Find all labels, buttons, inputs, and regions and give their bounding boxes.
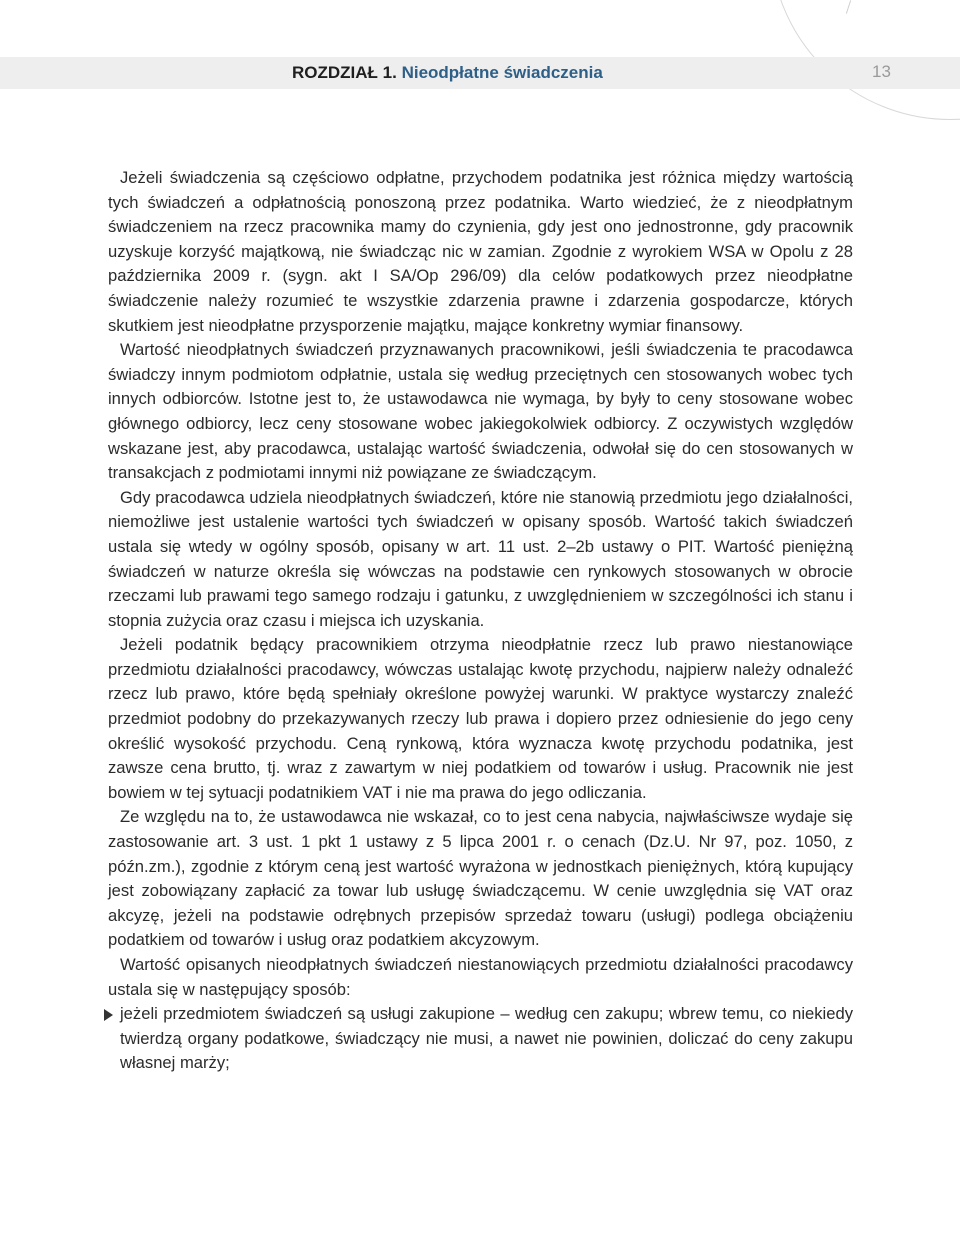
paragraph: Jeżeli świadczenia są częściowo odpłatne, przychodem podatnika jest różnica między wartością tych świadczeń a odpłatnością ponoszoną przez podatnika. Warto wiedzieć, że z nieodpłatnym świadczeniem na rzecz pracownika mamy do czynienia, gdy jest ono jednostronne, gdy pracownik uzyskuje korzyść majątkową, nie świadcząc nic w zamian. Zgodnie z wyrokiem WSA w Opolu z 28 października 2009 r. (sygn. akt I SA/Op 296/09) dla celów podatkowych przez nieodpłatne świadczenie należy rozumieć te wszystkie zdarzenia prawne i zdarzenia gospodarcze, których skutkiem jest nieodpłatne przysporzenie majątku, mające konkretny wymiar finansowy. bbox=[108, 168, 853, 335]
paragraph: Jeżeli podatnik będący pracownikiem otrzyma nieodpłatnie rzecz lub prawo niestanowiące przedmiotu działalności pracodawcy, wówczas ustalając kwotę przychodu, najpierw należy odnaleźć rzecz lub prawo, które będą spełniały określone powyżej warunki. W praktyce wystarczy znaleźć przedmiot podobny do przekazywanych rzeczy lub prawa i dopiero przez odniesienie do jego ceny określić wysokość przychodu. Ceną rynkową, która wyznacza kwotę przychodu podatnika, jest zawsze cena brutto, tj. wraz z zawartym w niej podatkiem od towarów i usług. Pracownik nie jest bowiem w tej sytuacji podatnikiem VAT i nie ma prawa do jego odliczania. bbox=[108, 635, 853, 802]
chapter-name: Nieodpłatne świadczenia bbox=[401, 63, 603, 82]
list-item bbox=[108, 1002, 853, 1076]
chapter-label: ROZDZIAŁ 1. bbox=[292, 63, 397, 82]
list-item-text: jeżeli przedmiotem świadczeń są usługi zakupione – według cen zakupu; wbrew temu, co niekiedy twierdzą organy podatkowe, świadczący nie musi, a nawet nie powinien, doliczać do ceny zakupu własnej marży; bbox=[120, 1004, 853, 1073]
paragraph: Wartość opisanych nieodpłatnych świadczeń niestanowiących przedmiotu działalności pracodawcy ustala się w następujący sposób: bbox=[108, 955, 853, 999]
paragraph: Ze względu na to, że ustawodawca nie wskazał, co to jest cena nabycia, najwłaściwsze wydaje się zastosowanie art. 3 ust. 1 pkt 1 ustawy z 5 lipca 2001 r. o cenach (Dz.U. Nr 97, poz. 1050, z późn.zm.), zgodnie z którym ceną jest wartość wyrażona w jednostkach pieniężnych, którą kupujący jest zobowiązany zapłacić za towar lub usługę świadczącemu. W cenie uwzględnia się VAT oraz akcyzę, jeżeli na podstawie odrębnych przepisów sprzedaż towaru (usługi) podlega obciążeniu podatkiem od towarów i usług oraz podatkiem akcyzowym. bbox=[108, 807, 853, 950]
body-text bbox=[108, 166, 853, 1076]
paragraph: Gdy pracodawca udziela nieodpłatnych świadczeń, które nie stanowią przedmiotu jego działalności, niemożliwe jest ustalenie wartości tych świadczeń w opisany sposób. Wartość takich świadczeń ustala się wtedy w ogólny sposób, opisany w art. 11 ust. 2–2b ustawy o PIT. Wartość pieniężną świadczeń w naturze określa się wówczas na podstawie cen rynkowych stosowanych w obrocie rzeczami lub prawami tego samego rodzaju i gatunku, z uwzględnieniem w szczególności ich stanu i stopnia zużycia oraz czasu i miejsca ich uzyskania. bbox=[108, 487, 853, 630]
paragraph: Wartość nieodpłatnych świadczeń przyznawanych pracownikowi, jeśli świadczenia te pracodawca świadczy innym podmiotom odpłatnie, ustala się według przeciętnych cen stosowanych wobec tych innych odbiorców. Istotne jest to, że ustawodawca nie wymaga, by były to ceny stosowane wobec głównego odbiorcy, lecz ceny stosowane wobec jakiegokolwiek odbiorcy. Z oczywistych względów wskazane jest, aby pracodawca, ustalając wartość świadczenia, odwołał się do cen stosowanych w transakcjach z podmiotami innymi niż powiązane ze świadczącym. bbox=[108, 340, 853, 483]
chapter-title bbox=[292, 63, 603, 83]
page-number: 13 bbox=[872, 62, 891, 81]
triangle-bullet-icon bbox=[104, 1009, 113, 1021]
bullet-list bbox=[108, 1002, 853, 1076]
